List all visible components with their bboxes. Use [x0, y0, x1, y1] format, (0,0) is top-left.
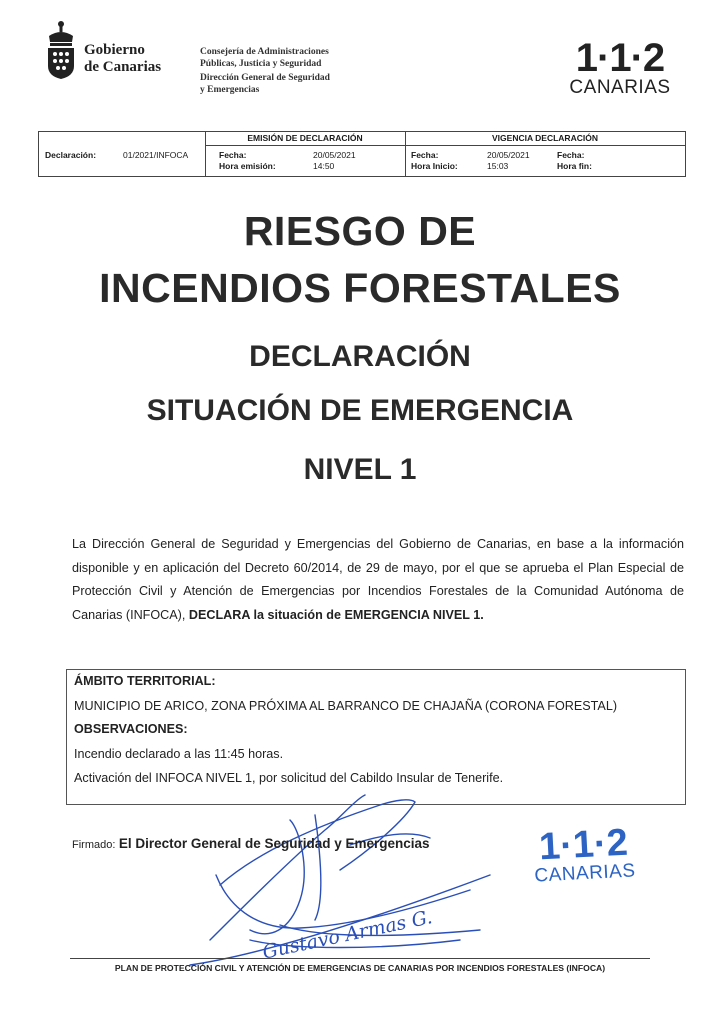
fin-fecha-label: Fecha: — [557, 150, 585, 160]
footer-divider — [70, 958, 650, 959]
emision-fecha-label: Fecha: — [219, 150, 247, 160]
footer-text: PLAN DE PROTECCIÓN CIVIL Y ATENCIÓN DE EMERGENCIAS DE CANARIAS POR INCENDIOS FORESTALES (INFOCA) — [114, 963, 606, 973]
org-line-1: Gobierno — [84, 42, 145, 58]
paragraph-bold: DECLARA la situación de EMERGENCIA NIVEL 1. — [188, 607, 484, 622]
stamp-word: CANARIAS — [533, 860, 637, 887]
consejeria-line-4: y Emergencias — [200, 85, 260, 95]
ambito-value: MUNICIPIO DE ARICO, ZONA PRÓXIMA AL BARRANCO DE CHAJAÑA (CORONA FORESTAL) — [74, 699, 618, 713]
emision-hora-value: 14:50 — [313, 161, 335, 171]
declaration-table — [38, 131, 686, 177]
emision-fecha-value: 20/05/2021 — [313, 150, 356, 160]
emision-hora-label: Hora emisión: — [219, 161, 276, 171]
signed-by — [72, 836, 430, 851]
ambito-box — [66, 669, 686, 805]
subtitle-situacion: SITUACIÓN DE EMERGENCIA — [146, 394, 574, 427]
handwritten-signature — [150, 790, 530, 970]
coat-of-arms-icon — [44, 20, 78, 80]
ambito-heading: ÁMBITO TERRITORIAL: — [74, 674, 216, 688]
vigencia-fecha-label: Fecha: — [411, 150, 439, 160]
signed-label: Firmado: — [72, 839, 116, 851]
declaration-paragraph — [72, 533, 684, 627]
vigencia-fecha-value: 20/05/2021 — [487, 150, 530, 160]
fin-hora-label: Hora fin: — [557, 161, 592, 171]
consejeria-line-1: Consejería de Administraciones — [200, 47, 329, 57]
consejeria-line-3: Dirección General de Seguridad — [200, 73, 330, 83]
observaciones-line-2: Activación del INFOCA NIVEL 1, por solicitud del Cabildo Insular de Tenerife. — [74, 771, 504, 785]
title-line-1: RIESGO DE — [243, 208, 477, 254]
subtitle-nivel: NIVEL 1 — [303, 453, 417, 486]
paragraph-text: La Dirección General de Seguridad y Emergencias del Gobierno de Canarias, en base a la información disponible y en aplicación del Decreto 60/2014, de 29 de mayo, por el que se aprueba el Plan Especial de Protección Civil y Atención de Emergencias por Incendios Forestales de la Comunidad Autónoma de Canarias (INFOCA), — [72, 537, 684, 622]
vigencia-title: VIGENCIA DECLARACIÓN — [492, 133, 598, 143]
org-line-2: de Canarias — [84, 59, 162, 75]
declaracion-value: 01/2021/INFOCA — [123, 150, 189, 160]
vigencia-hora-value: 15:03 — [487, 161, 509, 171]
declaracion-label: Declaración: — [45, 150, 97, 160]
stamp-number: 1·1·2 — [538, 821, 629, 869]
gobierno-canarias-logo — [44, 20, 194, 90]
emision-title: EMISIÓN DE DECLARACIÓN — [247, 133, 363, 143]
signature-handwriting-text: Gustavo Armas G. — [260, 906, 435, 964]
logo-112-word: CANARIAS — [569, 77, 671, 98]
logo-112-number: 1·1·2 — [575, 36, 665, 80]
title-line-2: INCENDIOS FORESTALES — [99, 265, 621, 311]
observaciones-heading: OBSERVACIONES: — [74, 722, 188, 736]
subtitle-declaracion: DECLARACIÓN — [249, 340, 471, 373]
stamp-112-canarias — [523, 823, 646, 887]
consejeria-text — [200, 46, 330, 96]
logo-112-canarias — [566, 38, 674, 98]
signer-name: El Director General de Seguridad y Emergencias — [118, 836, 430, 851]
gobierno-name — [84, 42, 161, 76]
vigencia-hora-label: Hora Inicio: — [411, 161, 458, 171]
consejeria-line-2: Públicas, Justicia y Seguridad — [200, 59, 322, 69]
observaciones-line-1: Incendio declarado a las 11:45 horas. — [74, 747, 284, 761]
